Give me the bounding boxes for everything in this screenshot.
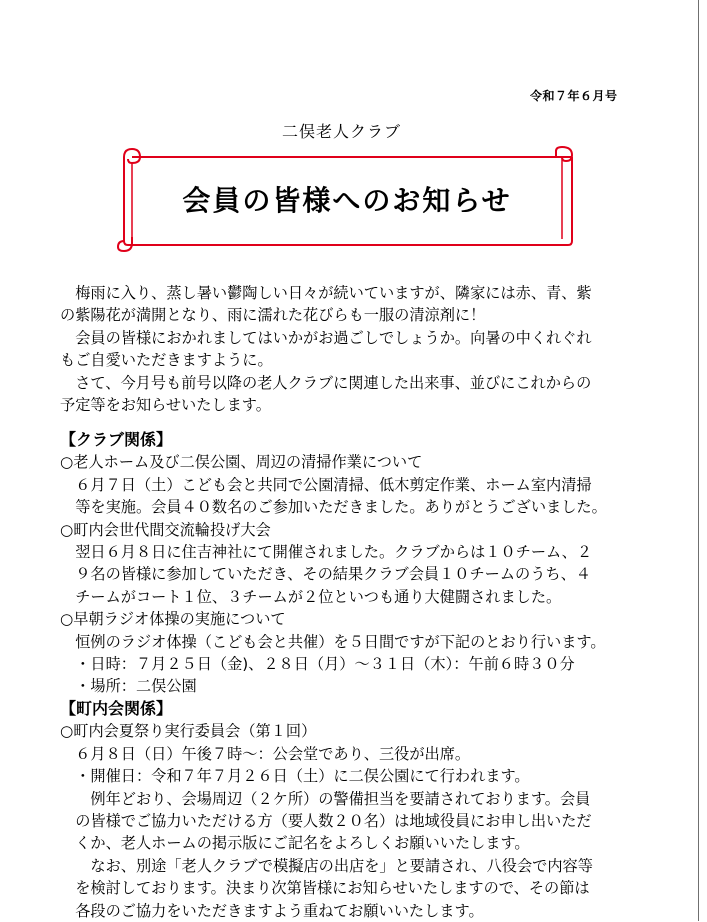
town-item-line: 各段のご協力をいただきますよう重ねてお願いいたします。 — [60, 901, 484, 920]
town-item-line: なお、別途「老人クラブで模擬店の出店を」と要請され、八役会で内容等 — [60, 856, 593, 875]
page-edge-divider — [698, 0, 699, 921]
town-item-line: ・開催日：令和７年７月２６日（土）に二俣公園にて行われます。 — [60, 767, 530, 786]
club-item-line: ・日時：７月２５日（金)、２８日（月）～３１日（木）：午前６時３０分 — [60, 655, 575, 674]
intro-line: さて、今月号も前号以降の老人クラブに関連した出来事、並びにこれからの — [60, 373, 592, 392]
intro-line: の紫陽花が満開となり、雨に濡れた花びらも一服の清涼剤に！ — [60, 306, 486, 325]
club-item-line: 恒例のラジオ体操（こども会と共催）を５日間ですが下記のとおり行います。 — [60, 632, 606, 651]
intro-line: 予定等をお知らせいたします。 — [60, 396, 271, 415]
title-banner — [110, 145, 584, 253]
intro-line: もご自愛いただきますように。 — [60, 351, 273, 370]
club-item-line: ○早朝ラジオ体操の実施について — [60, 610, 286, 629]
club-item-line: ６月７日（土）こども会と共同で公園清掃、低木剪定作業、ホーム室内清掃 — [60, 475, 592, 494]
club-item-line: 翌日６月８日に住吉神社にて開催されました。クラブからは１０チーム、２ — [60, 543, 593, 562]
club-item-line: ９名の皆様に参加していただき、その結果クラブ会員１０チームのうち、４ — [60, 565, 591, 584]
club-name: 二俣老人クラブ — [282, 122, 402, 141]
town-section-heading: 【町内会関係】 — [60, 698, 173, 718]
town-item-line: くか、老人ホームの掲示版にご記名をよろしくお願いいたします。 — [60, 834, 530, 853]
town-item-line: ６月８日（日）午後７時～：公会堂であり、三役が出席。 — [60, 744, 471, 763]
town-item-line: 例年どおり、会場周辺（２ケ所）の警備担当を要請されております。会員 — [60, 789, 591, 808]
intro-line: 会員の皆様におかれましてはいかがお過ごしでしょうか。向暑の中くれぐれ — [60, 328, 592, 347]
club-item-line: ・場所：二俣公園 — [60, 677, 197, 696]
club-section-heading: 【クラブ関係】 — [60, 430, 173, 449]
town-item-line: ○町内会夏祭り実行委員会（第１回） — [60, 722, 317, 741]
intro-paragraph — [60, 282, 650, 416]
banner-title: 会員の皆様へのお知らせ — [182, 184, 512, 217]
town-item-line: を検討しております。決まり次第皆様にお知らせいたしますので、その節は — [60, 879, 590, 898]
intro-line: 梅雨に入り、蒸し暑い鬱陶しい日々が続いていますが、隣家には赤、青、紫 — [60, 284, 592, 302]
club-item-line: ○町内会世代間交流輪投げ大会 — [60, 520, 271, 539]
club-item-line: チームがコート１位、３チームが２位といつも通り大健闘されました。 — [60, 587, 562, 606]
issue-date: 令和７年６月号 — [530, 89, 618, 103]
club-item-line: ○老人ホーム及び二俣公園、周辺の清掃作業について — [60, 453, 423, 472]
club-item-line: 等を実施。会員４０数名のご参加いただきました。ありがとうございました。 — [60, 498, 607, 517]
news-body — [60, 429, 650, 922]
town-item-line: の皆様でご協力いただける方（要人数２０名）は地域役員にお申し出いただ — [60, 811, 592, 830]
